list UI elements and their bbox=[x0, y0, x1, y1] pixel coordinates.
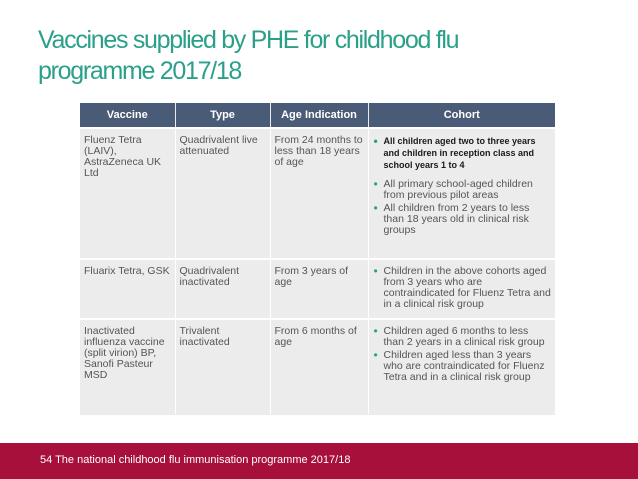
cell-cohort bbox=[368, 319, 555, 414]
cohort-item: • Children aged less than 3 years who are contraindicated for Fluenz Tetra and in a clinical risk group bbox=[373, 350, 552, 383]
table-row bbox=[80, 259, 555, 319]
cell-type: Trivalent inactivated bbox=[175, 319, 270, 414]
cell-cohort bbox=[368, 259, 555, 319]
cell-age: From 6 months of age bbox=[270, 319, 368, 414]
column-header-vaccine: Vaccine bbox=[80, 103, 175, 128]
cohort-list bbox=[373, 266, 552, 310]
cohort-item: • Children aged 6 months to less than 2 years in a clinical risk group bbox=[373, 326, 552, 348]
footer-bar bbox=[0, 443, 638, 479]
cell-type: Quadrivalent live attenuated bbox=[175, 128, 270, 259]
title-line-1: Vaccines supplied by PHE for childhood flu bbox=[38, 26, 459, 54]
cohort-item: • All children aged two to three years and children in reception class and school years 1 to 4 bbox=[373, 135, 552, 171]
table-row bbox=[80, 128, 555, 259]
slide-title bbox=[38, 25, 628, 87]
column-header-age: Age Indication bbox=[270, 103, 368, 128]
cohort-item: • All primary school-aged children from previous pilot areas bbox=[373, 179, 552, 201]
cell-type: Quadrivalent inactivated bbox=[175, 259, 270, 319]
cohort-list bbox=[373, 326, 552, 383]
cohort-item: • All children from 2 years to less than 18 years old in clinical risk groups bbox=[373, 203, 552, 236]
table-row bbox=[80, 319, 555, 414]
cell-cohort bbox=[368, 128, 555, 259]
cell-vaccine: Inactivated influenza vaccine (split virion) BP, Sanofi Pasteur MSD bbox=[80, 319, 175, 414]
cell-age: From 24 months to less than 18 years of age bbox=[270, 128, 368, 259]
table-header-row bbox=[80, 103, 555, 128]
cohort-list bbox=[373, 135, 552, 236]
cell-vaccine: Fluenz Tetra (LAIV), AstraZeneca UK Ltd bbox=[80, 128, 175, 259]
footer-text: 54 The national childhood flu immunisation programme 2017/18 bbox=[40, 454, 351, 466]
cell-vaccine: Fluarix Tetra, GSK bbox=[80, 259, 175, 319]
vaccine-table bbox=[80, 103, 555, 414]
vaccine-table-image bbox=[80, 103, 555, 415]
column-header-cohort: Cohort bbox=[368, 103, 555, 128]
title-line-2: programme 2017/18 bbox=[38, 57, 242, 85]
cell-age: From 3 years of age bbox=[270, 259, 368, 319]
column-header-type: Type bbox=[175, 103, 270, 128]
cohort-item: • Children in the above cohorts aged from 3 years who are contraindicated for Fluenz Tetra and in a clinical risk group bbox=[373, 266, 552, 310]
